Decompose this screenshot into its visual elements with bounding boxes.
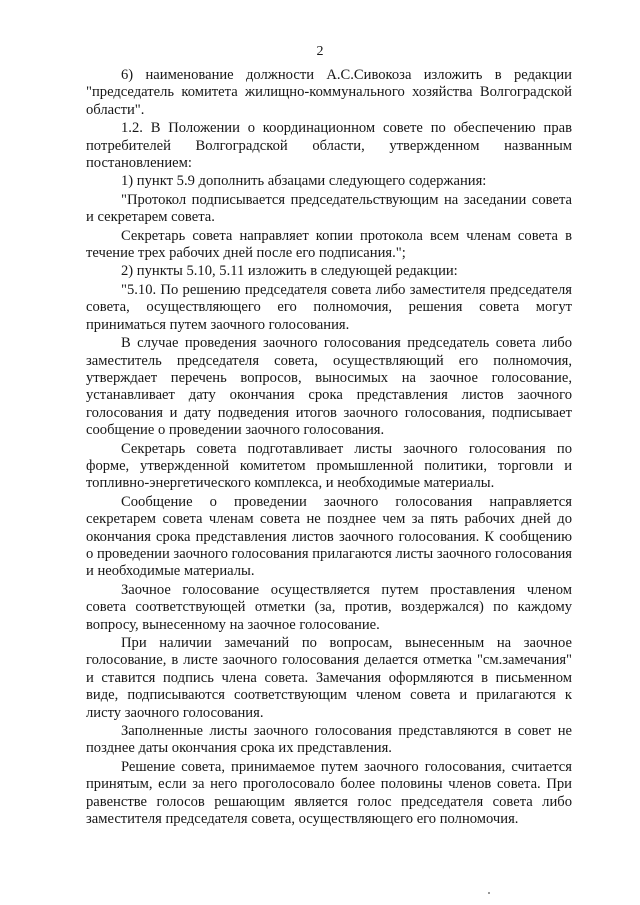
- paragraph-absentee-procedure: В случае проведения заочного голосования председатель совета либо заместитель председателя совета, осуществляющий его полномочия, утверждает перечень вопросов, выносимых на заочное голосование, устанавливает дату окончания срока представления листов заочного голосования и дату подведения итогов заочного голосования, подписывает сообщение о проведении заочного голосования.: [86, 335, 572, 439]
- paragraph-clause-5-10: "5.10. По решению председателя совета либо заместителя председателя совета, осуществляющего его полномочия, решения совета могут приниматься путем заочного голосования.: [86, 281, 572, 333]
- paragraph-point-1: 1) пункт 5.9 дополнить абзацами следующего содержания:: [121, 173, 487, 190]
- paragraph-remarks: При наличии замечаний по вопросам, вынесенным на заочное голосование, в листе заочного голосования делается отметка "см.замечания" и ставится подпись члена совета. Замечания оформляются в письменном виде, подписываются соответствующим членом совета и прилагаются к листу заочного голосования.: [86, 635, 572, 721]
- paragraph-section-1-2: 1.2. В Положении о координационном совете по обеспечению прав потребителей Волгоградской области, утвержденном названным постановлением:: [86, 120, 572, 172]
- paragraph-decision-rule: Решение совета, принимаемое путем заочного голосования, считается принятым, если за него проголосовало более половины членов совета. При равенстве голосов решающим является голос председателя совета либо заместителя председателя совета, осуществляющего его полномочия.: [86, 758, 572, 828]
- document-body: [86, 67, 572, 829]
- paragraph-notice-sending: Сообщение о проведении заочного голосования направляется секретарем совета членам совета не позднее чем за пять рабочих дней до окончания срока представления листов заочного голосования. К сообщению о проведении заочного голосования прилагаются листы заочного голосования и необходимые материалы.: [86, 493, 572, 580]
- paragraph-protocol-signing: "Протокол подписывается председательствующим на заседании совета и секретарем совета.: [86, 191, 572, 226]
- paragraph-protocol-copies: Секретарь совета направляет копии протокола всем членам совета в течение трех рабочих дней после его подписания.";: [86, 227, 572, 262]
- paragraph-voting-method: Заочное голосование осуществляется путем проставления членом совета соответствующей отметки (за, против, воздержался) по каждому вопросу, вынесенному на заочное голосование.: [86, 581, 572, 633]
- paragraph-ballot-submission: Заполненные листы заочного голосования представляются в совет не позднее даты окончания срока их представления.: [86, 723, 572, 757]
- paragraph-secretary-ballots: Секретарь совета подготавливает листы заочного голосования по форме, утвержденной комитетом промышленной политики, торговли и топливно-энергетического комплекса, и необходимые материалы.: [86, 440, 572, 492]
- scan-speck: [488, 892, 490, 894]
- paragraph-item-6: 6) наименование должности А.С.Сивокоза изложить в редакции "председатель комитета жилищно-коммунального хозяйства Волгоградской области".: [86, 67, 572, 118]
- paragraph-point-2: 2) пункты 5.10, 5.11 изложить в следующей редакции:: [121, 263, 458, 280]
- page-number: 2: [316, 44, 324, 59]
